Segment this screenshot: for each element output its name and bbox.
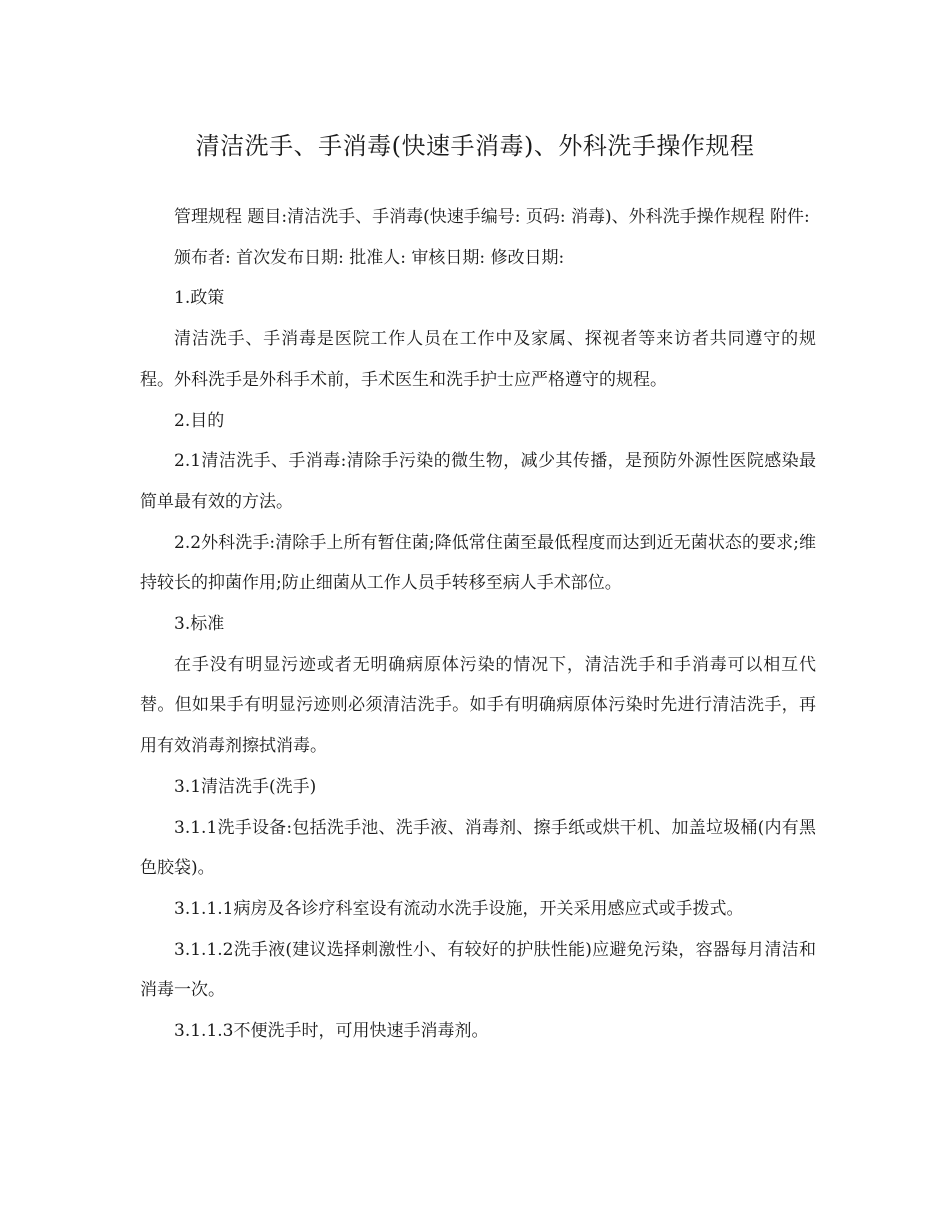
section-heading: 1.政策: [174, 288, 225, 309]
body-paragraph: 3.1.1.2洗手液(建议选择刺激性小、有较好的护肤性能)应避免污染，容器每月清洁和消毒一次。: [140, 939, 816, 1001]
body-paragraph: 在手没有明显污迹或者无明确病原体污染的情况下，清洁洗手和手消毒可以相互代替。但如果手有明显污迹则必须清洁洗手。如手有明确病原体污染时先进行清洁洗手，再用有效消毒剂擦拭消毒。: [140, 654, 816, 757]
document-body: [140, 197, 816, 1052]
section-heading: 2.目的: [174, 410, 225, 431]
body-paragraph: 3.1.1.3不便洗手时，可用快速手消毒剂。: [174, 1021, 489, 1042]
section-heading: 3.标准: [174, 614, 225, 635]
document-title: 清洁洗手、手消毒(快速手消毒)、外科洗手操作规程: [195, 132, 755, 160]
body-paragraph: 3.1.1.1病房及各诊疗科室设有流动水洗手设施，开关采用感应式或手拨式。: [174, 898, 744, 919]
header-info-line: 管理规程 题目:清洁洗手、手消毒(快速手编号: 页码: 消毒)、外科洗手操作规程 附件:: [174, 207, 810, 227]
body-paragraph: 2.2外科洗手:清除手上所有暂住菌;降低常住菌至最低程度而达到近无菌状态的要求;维持较长的抑菌作用;防止细菌从工作人员手转移至病人手术部位。: [140, 532, 816, 594]
subsection-heading: 3.1清洁洗手(洗手): [174, 776, 317, 797]
publish-info-line: 颁布者: 首次发布日期: 批准人: 审核日期: 修改日期:: [174, 247, 565, 268]
body-paragraph: 清洁洗手、手消毒是医院工作人员在工作中及家属、探视者等来访者共同遵守的规程。外科洗手是外科手术前，手术医生和洗手护士应严格遵守的规程。: [140, 329, 816, 390]
body-paragraph: 3.1.1洗手设备:包括洗手池、洗手液、消毒剂、擦手纸或烘干机、加盖垃圾桶(内有黑色胶袋)。: [140, 817, 816, 879]
body-paragraph: 2.1清洁洗手、手消毒:清除手污染的微生物，减少其传播，是预防外源性医院感染最简单最有效的方法。: [140, 451, 816, 512]
